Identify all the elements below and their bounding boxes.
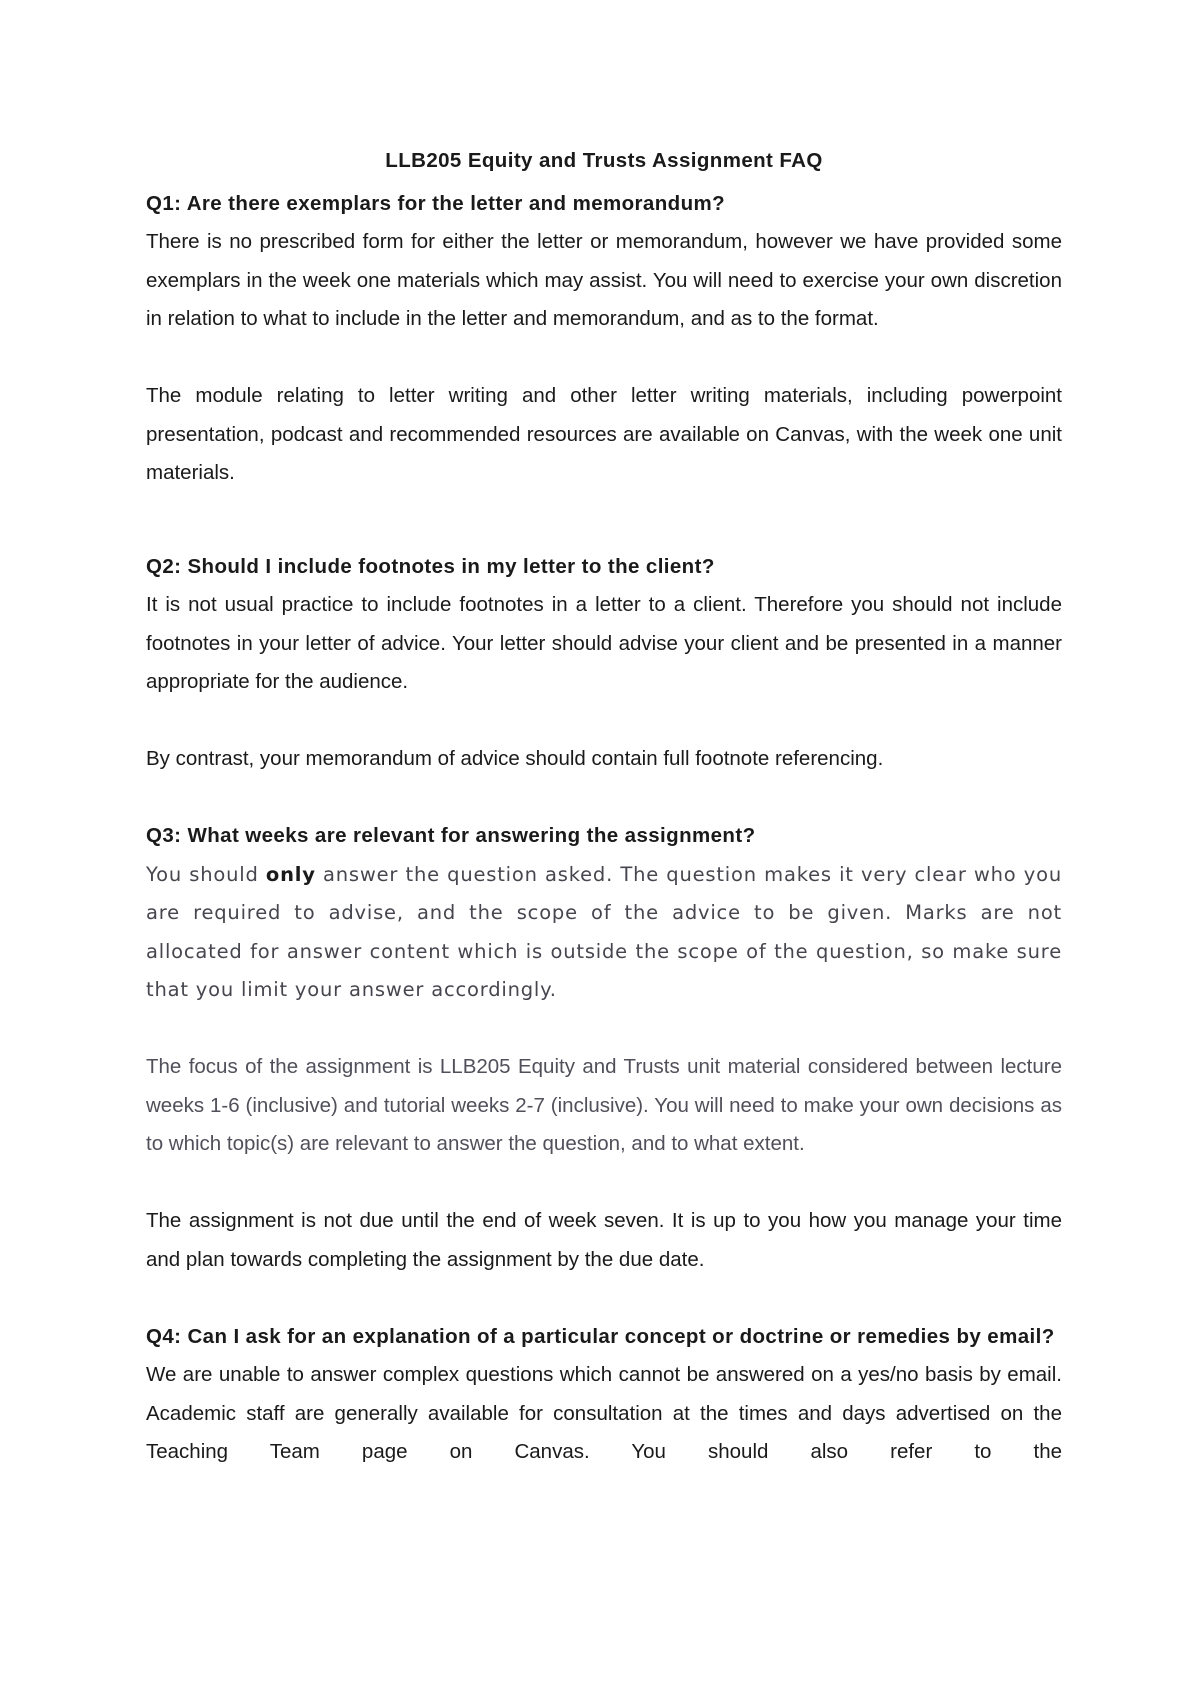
question-q3: Q3: What weeks are relevant for answering the assignment?: [146, 824, 756, 847]
spacer: [146, 779, 1062, 818]
question-q4: Q4: Can I ask for an explanation of a particular concept or doctrine or remedies by email?: [146, 1324, 1055, 1348]
spacer: [146, 1279, 1062, 1318]
spacer: [146, 702, 1062, 741]
answer-q4-paragraph-1: We are unable to answer complex questions which cannot be answered on a yes/no basis by email. Academic staff are generally available for consultation at the times and days advertised on the Teaching Team page on Canvas. You should also refer to the: [146, 1363, 1062, 1463]
spacer: [146, 1010, 1062, 1049]
spacer: [146, 493, 1062, 548]
answer-q1-paragraph-2: The module relating to letter writing and other letter writing materials, including powerpoint presentation, podcast and recommended resources are available on Canvas, with the week one unit materials.: [146, 384, 1062, 484]
answer-q3-paragraph-2: The focus of the assignment is LLB205 Equity and Trusts unit material considered between lecture weeks 1-6 (inclusive) and tutorial weeks 2-7 (inclusive). You will need to make your own decisions as to which topic(s) are relevant to answer the question, and to what extent.: [146, 1055, 1062, 1155]
answer-q3-text-pre: You should: [146, 862, 266, 886]
answer-q3-emphasis: only: [265, 862, 316, 886]
answer-q2-paragraph-2: By contrast, your memorandum of advice should contain full footnote referencing.: [146, 747, 884, 770]
question-q1: Q1: Are there exemplars for the letter and memorandum?: [146, 191, 726, 215]
answer-q2-paragraph-1: It is not usual practice to include footnotes in a letter to a client. Therefore you should not include footnotes in your letter of advice. Your letter should advise your client and be presented in a manner appropriate for the audience.: [146, 593, 1062, 693]
document-body: [146, 142, 1062, 1472]
spacer: [146, 1164, 1062, 1203]
question-q2: Q2: Should I include footnotes in my letter to the client?: [146, 554, 715, 578]
spacer: [146, 339, 1062, 378]
answer-q3-text-post: answer the question asked. The question makes it very clear who you are required to advise, and the scope of the advice to be given. Marks are not allocated for answer content which is outside the scope of the question, so make sure that you limit your answer accordingly.: [146, 862, 1062, 1001]
answer-q3-paragraph-3: The assignment is not due until the end of week seven. It is up to you how you manage your time and plan towards completing the assignment by the due date.: [146, 1209, 1062, 1271]
answer-q1-paragraph-1: There is no prescribed form for either the letter or memorandum, however we have provided some exemplars in the week one materials which may assist. You will need to exercise your own discretion in relation to what to include in the letter and memorandum, and as to the format.: [146, 230, 1062, 330]
document-title: LLB205 Equity and Trusts Assignment FAQ: [385, 149, 823, 172]
answer-q3-paragraph-1: [146, 856, 1062, 1010]
